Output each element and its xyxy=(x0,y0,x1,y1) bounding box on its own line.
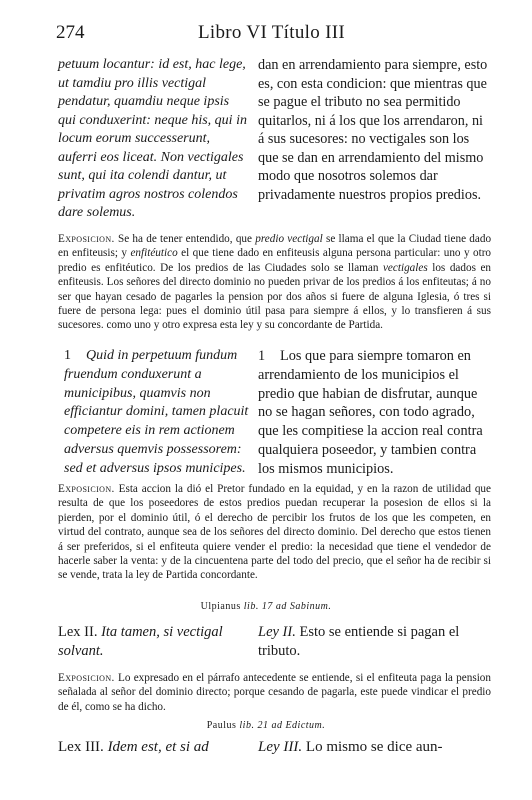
source-author: Paulus xyxy=(206,720,237,731)
law-2-spanish-label: Ley II. xyxy=(258,624,296,640)
exposition-label: Exposicion. xyxy=(58,672,115,684)
exposition-1-term-vectigales: vectigales xyxy=(382,261,428,274)
exposition-label: Exposicion. xyxy=(58,233,115,245)
spanish-text-section-2 xyxy=(258,347,488,479)
source-author: Ulpianus xyxy=(200,601,241,612)
latin-text-section-2 xyxy=(64,347,250,479)
source-citation-paulus xyxy=(0,720,532,731)
exposition-3-body: Lo expresado en el párrafo antecedente se entiende, si el enfiteuta paga la pension señalada al señor del dominio directo; porque cesando de pagarla, este puede vindicar el predio de él, como se ha dicho. xyxy=(58,672,491,713)
law-2-latin xyxy=(58,623,248,660)
page-number: 274 xyxy=(56,22,85,43)
paragraph-number-latin: 1 xyxy=(64,348,71,363)
spanish-text-section-1: dan en arrendamiento para siempre, esto es, con esta condicion: que mientras que se pague el tributo no sea permitido quitarlos, ni á los que los arrendaron, ni á sus sucesores: no vectigales son los que se dan en arrendamiento del mismo modo que nosotros solemos dar privadamente nuestros propios predios. xyxy=(258,57,488,203)
law-3-spanish-label: Ley III. xyxy=(258,739,303,755)
exposition-label: Exposicion. xyxy=(58,483,115,495)
law-3-latin-text: Idem est, et si ad xyxy=(107,739,209,755)
latin-text-section-1: petuum locantur: id est, hac lege, ut tamdiu pro illis vectigal pendatur, quamdiu neque ipsis qui conduxerint: neque his, qui in locum eorum successerunt, auferri eos liceat. Non vectigales sunt, qui ita colendi dantur, ut privatim agros nostros colendos dare solemus. xyxy=(58,57,247,220)
exposition-1-term-enfiteutico: enfitéutico xyxy=(130,247,178,260)
exposition-1-part-1: Se ha de tener entendido, que xyxy=(117,233,252,245)
source-work: lib. 21 ad Edictum. xyxy=(239,720,326,731)
exposition-2 xyxy=(58,482,491,583)
source-work: lib. 17 ad Sabinum. xyxy=(243,601,332,612)
law-3-latin xyxy=(58,738,258,757)
running-title: Libro VI Título III xyxy=(198,22,345,43)
paragraph-number-spanish: 1 xyxy=(258,348,266,364)
spanish-text-section-2-body: Los que para siempre tomaron en arrendamiento de los municipios el predio que habian de disfrutar, aunque no se hagan señores, con todo agrado, que les compitiese la accion real contra qualquiera poseedor, y tambien contra los mismos municipios. xyxy=(258,348,483,477)
law-2-latin-text: Ita tamen, si vectigal solvant. xyxy=(58,624,223,659)
exposition-1-part-3: el que tiene dado en enfiteusis alguna persona particular: uno y otro predio es enfitéutico. De los predios de las Ciudades solo se llaman xyxy=(58,247,492,274)
exposition-1-part-2: se llama el que la Ciudad tiene dado en enfiteusis; y xyxy=(58,233,492,260)
exposition-1 xyxy=(58,232,491,333)
law-2-latin-label: Lex II. xyxy=(58,624,98,640)
law-3-spanish xyxy=(258,738,498,757)
exposition-2-body: Esta accion la dió el Pretor fundado en la equidad, y en la razon de utilidad que resulta de que los poseedores de estos predios puedan recuperar la posesion de ellos si la pierden, por el dominio útil, ó el derecho de percibir los frutos de los que les competen, en virtud del contrato, aunque sea de los señores del directo dominio. Del derecho que estos tienen á ser preferidos, si el enfiteuta quiere vender el predio: la necesidad que tiene el vendedor de hacerle saber la venta: y de la cincuentena parte del todo del precio, que el señor ha de recibir si se vende, trata la ley de Partida concordante. xyxy=(58,483,491,582)
law-2-spanish-text: Esto se entiende si pagan el tributo. xyxy=(258,624,460,659)
exposition-1-term-predio-vectigal: predio vectigal xyxy=(255,233,323,245)
latin-text-section-2-body: Quid in perpetuum fundum fruendum conduxerunt a municipibus, quamvis non efficiantur domini, tamen placuit competere eis in rem actionem adversus quemvis possessorem: sed et adversus ipsos municipes. xyxy=(64,348,249,476)
exposition-1-part-4: los dados en enfiteusis. Los señores del directo dominio no pueden privar de los predios á los enfiteutas; á no ser que hayan cesado de pagarles la pension por dos años si fuere de alguna Iglesia, ó tres si fuere de persona lega: pues el dominio útil pasa para siempre á ellos, y lo transfieren á sus sucesores. como uno y otro expresa esta ley y su concordante de Partida. xyxy=(58,261,492,332)
law-2-spanish xyxy=(258,623,490,660)
exposition-3 xyxy=(58,671,491,714)
law-3-latin-label: Lex III. xyxy=(58,739,104,755)
law-3-spanish-text: Lo mismo se dice aun- xyxy=(305,739,443,755)
source-citation-ulpianus xyxy=(0,601,532,612)
